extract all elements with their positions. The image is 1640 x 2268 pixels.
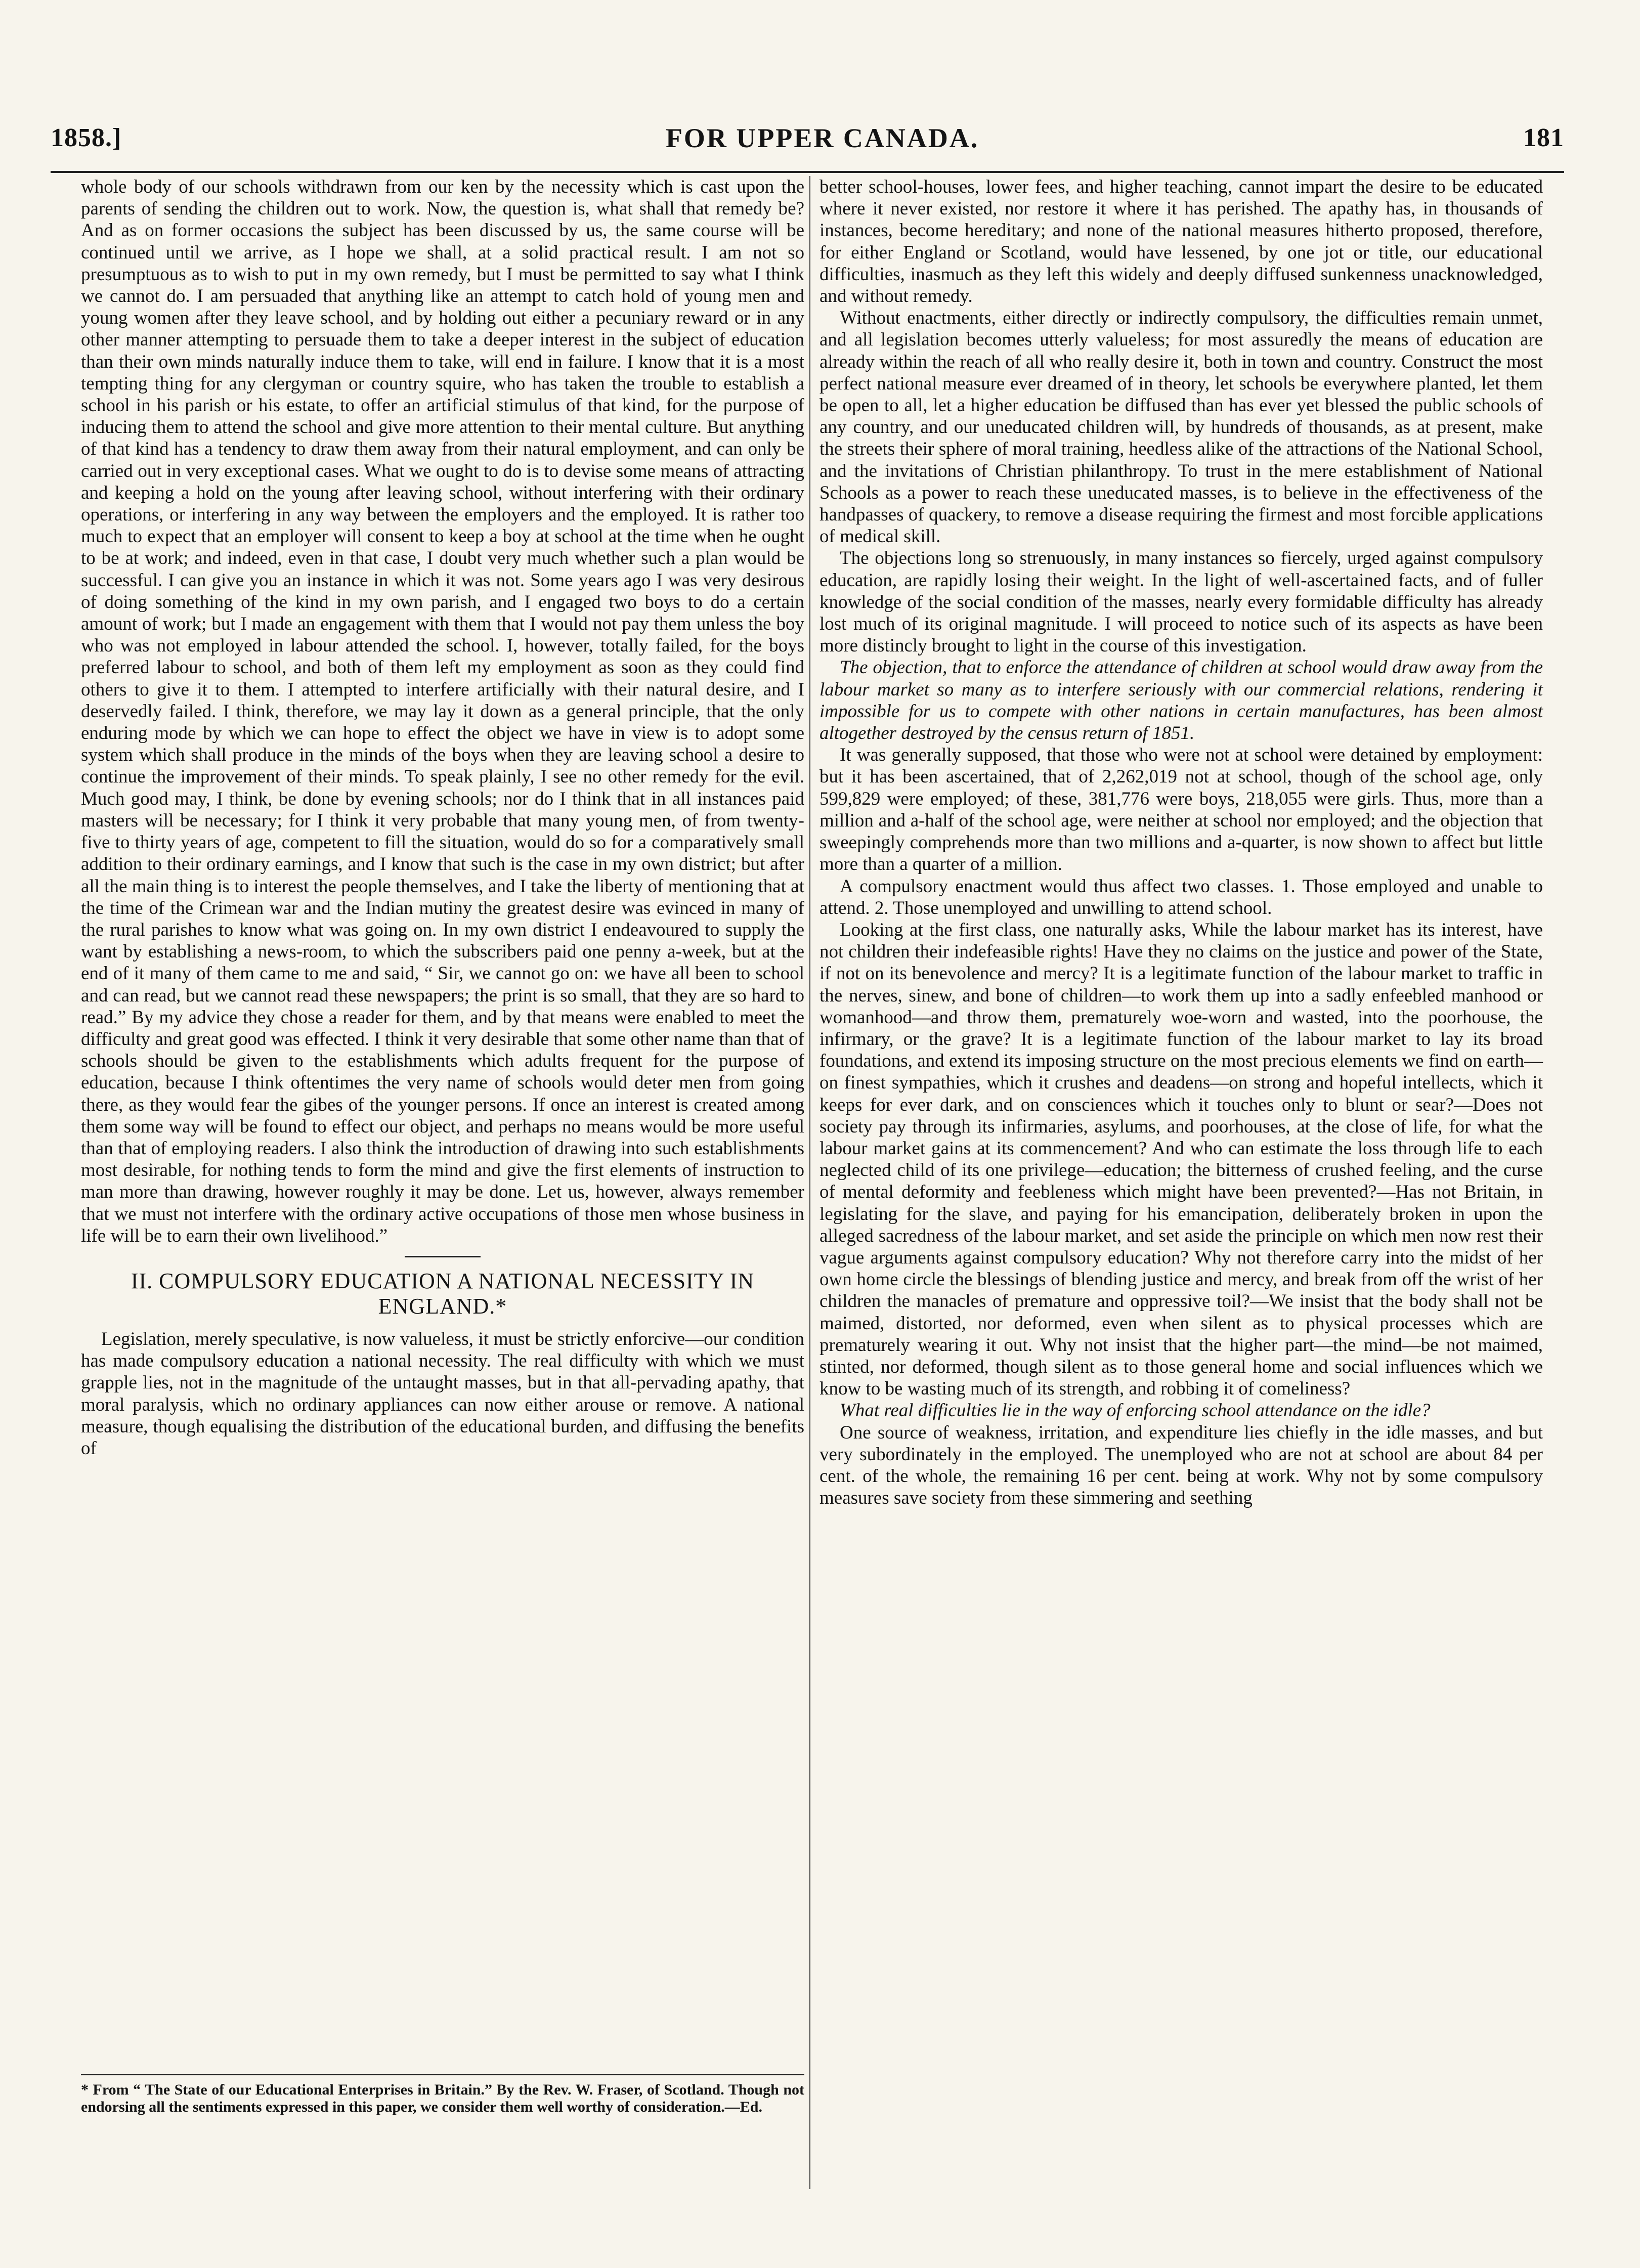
paragraph: One source of weakness, irritation, and expenditure lies chiefly in the idle masses, and but very subordinately in the employed. The unemployed who are not at school are about 84 per cent. of the whole, the remaining 16 per cent. being at work. Why not by some compulsory measures save society from these simmering and seething (819, 1422, 1543, 1509)
column-divider (809, 176, 810, 2189)
page-number: 181 (1523, 123, 1564, 152)
footnote-rule (81, 2074, 804, 2075)
paragraph: Without enactments, either directly or indirectly compulsory, the difficulties remain unmet, and all legislation becomes utterly valueless; for most assuredly the means of education are already within the reach of all who really desire it, both in town and country. Construct the most perfect national measure ever dreamed of in theory, let schools be everywhere planted, let them be open to all, let a higher education be diffused than has ever yet blessed the public schools of any country, and our uneducated children will, by hundreds of thousands, as at present, make the streets their sphere of moral training, heedless alike of the attractions of the National School, and the invitations of Christian philanthropy. To trust in the mere establishment of National Schools as a power to reach these uneducated masses, is to believe in the effectiveness of the handpasses of quackery, to remove a disease requiring the firmest and most forcible applications of medical skill. (819, 308, 1543, 547)
paragraph: It was generally supposed, that those who were not at school were detained by employment: but it has been ascertained, that of 2,262,019 not at school, though of the school age, only 599,829 were employed; of these, 381,776 were boys, 218,055 were girls. Thus, more than a million and a-half of the school age, were neither at school nor employed; and the objection that sweepingly comprehends more than two millions and a-quarter, is now shown to affect but little more than a quarter of a million. (819, 745, 1543, 875)
section-divider (405, 1256, 481, 1257)
section-heading: II. COMPULSORY EDUCATION A NATIONAL NECESSITY IN ENGLAND.* (131, 1268, 755, 1319)
paragraph: better school-houses, lower fees, and higher teaching, cannot impart the desire to be educated where it never existed, nor restore it where it has perished. The apathy has, in thousands of instances, become hereditary; and none of the national measures hitherto proposed, therefore, for either England or Scotland, would have lessened, by one jot or title, our educational difficulties, inasmuch as they left this widely and deeply diffused sunkenness unacknowledged, and without remedy. (819, 177, 1543, 307)
paragraph: Looking at the first class, one naturally asks, While the labour market has its interest, have not children their indefeasible rights! Have they no claims on the justice and power of the State, if not on its benevolence and mercy? It is a legitimate function of the labour market to traffic in the nerves, sinew, and bone of children—to work them up into a sadly enfeebled manhood or womanhood—and throw them, prematurely woe-worn and wasted, into the poorhouse, the infirmary, or the grave? It is a legitimate function of the labour market to lay its broad foundations, and extend its imposing structure on the most precious elements we find on earth—on finest sympathies, which it crushes and deadens—on strong and hopeful intellects, which it keeps for ever dark, and on consciences which it touches only to blunt or sear?—Does not society pay through its infirmaries, asylums, and poorhouses, at the close of life, for what the labour market gains at its commencement? And who can estimate the loss through life to each neglected child of its one privilege—education; the bitterness of crushed feeling, and the curse of mental deformity and feebleness which might have been prevented?—Has not Britain, in legislating for the slave, and paying for his emancipation, deliberately broken in upon the alleged sacredness of the labour market, and set aside the principle on which men now rest their vague arguments against compulsory education? Why not therefore carry into the midst of her own home circle the blessings of blending justice and mercy, and break from off the wrist of her children the manacles of premature and oppressive toil?—We insist that the body shall not be maimed, distorted, nor deformed, even when silent as to physical processes which are prematurely wearing it out. Why not insist that the higher part—the mind—be not maimed, stinted, nor deformed, though silent as to those general home and social influences which we know to be wasting much of its strength, and robbing it of comeliness? (819, 919, 1543, 1400)
paragraph: The objections long so strenuously, in many instances so fiercely, urged against compulsory education, are rapidly losing their weight. In the light of well-ascertained facts, and of fuller knowledge of the social condition of the masses, nearly every formidable difficulty has already lost much of its original magnitude. I will proceed to notice such of its aspects as have been more distincly brought to light in the course of this investigation. (819, 548, 1543, 657)
paragraph: whole body of our schools withdrawn from our ken by the necessity which is cast upon the parents of sending the children out to work. Now, the question is, what shall that remedy be? And as on former occasions the subject has been discussed by us, the same course will be continued until we arrive, as I hope we shall, at a solid practical result. I am not so presumptuous as to wish to put in my own remedy, but I must be permitted to say what I think we cannot do. I am persuaded that anything like an attempt to catch hold of young men and young women after they leave school, and by holding out either a pecuniary reward or in any other manner attempting to persuade them to take a deeper interest in the subject of education than their own minds naturally induce them to take, will end in failure. I know that it is a most tempting thing for any clergyman or country squire, who has taken the trouble to establish a school in his parish or his estate, to offer an artificial stimulus of that kind, for the purpose of inducing them to attend the school and give more attention to their mental culture. But anything of that kind has a tendency to draw them away from their natural employment, and can only be carried out in very exceptional cases. What we ought to do is to devise some means of attracting and keeping a hold on the young after leaving school, without interfering with their ordinary operations, or interfering in any way between the employers and the employed. It is rather too much to expect that an employer will consent to keep a boy at school at the time when he ought to be at work; and indeed, even in that case, I doubt very much whether such a plan would be successful. I can give you an instance in which it was not. Some years ago I was very desirous of doing something of the kind in my own parish, and I engaged two boys to do a certain amount of work; but I made an engagement with them that I would not pay them unless the boy who was not employed in labour attended the school. I, however, totally failed, for the boys preferred labour to school, and both of them left my employment as soon as they could find others to give it to them. I attempted to interfere artificially with their natural desire, and I deservedly failed. I think, therefore, we may lay it down as a general principle, that the only enduring mode by which we can hope to effect the object we have in view is to adopt some system which shall produce in the minds of the boys when they are leaving school a desire to continue the improvement of their minds. To speak plainly, I see no other remedy for the evil. Much good may, I think, be done by evening schools; nor do I think that in all instances paid masters will be necessary; for I think it very probable that many young men, of from twenty-five to thirty years of age, competent to fill the situation, would do so for a comparatively small addition to their ordinary earnings, and I know that such is the case in my own district; but after all the main thing is to interest the people themselves, and I take the liberty of mentioning that at the time of the Crimean war and the Indian mutiny the greatest desire was evinced in many of the rural parishes to know what was going on. In my own district I endeavoured to supply the want by establishing a news-room, to which the subscribers paid one penny a-week, but at the end of it many of them came to me and said, “ Sir, we cannot go on: we have all been to school and can read, but we cannot read these newspapers; the print is so small, that they are so hard to read.” By my advice they chose a reader for them, and by that means were enabled to meet the difficulty and great good was effected. I think it very desirable that some other name than that of schools should be given to the establishments which adults frequent for the purpose of education, because I think oftentimes the very name of schools would deter men from going there, as they would fear the gibes of the younger persons. If once an interest is created among them some way will be found to effect our object, and perhaps no means would be more useful than that of employing readers. I also think the introduction of drawing into such establishments most desirable, for nothing tends to form the mind and give the first elements of instruction to man more than drawing, however roughly it may be done. Let us, however, always remember that we must not interfere with the ordinary active occupations of those men whose business in life will be to earn their own livelihood.” (81, 177, 804, 1246)
italic-subheading: What real difficulties lie in the way of enforcing school attendance on the idle? (840, 1400, 1431, 1421)
footnote: * From “ The State of our Educational Enterprises in Britain.” By the Rev. W. Fraser, of Scotland. Though not endorsing all the sentiments expressed in this paper, we consider them well worthy of consideration.—Ed. (81, 2081, 804, 2115)
header-year: 1858.] (51, 123, 122, 152)
header-title: FOR UPPER CANADA. (665, 122, 979, 153)
header-rule (51, 171, 1564, 173)
right-column (819, 176, 1543, 2189)
paragraph: A compulsory enactment would thus affect two classes. 1. Those employed and unable to attend. 2. Those unemployed and unwilling to attend school. (819, 876, 1543, 919)
italic-paragraph: The objection, that to enforce the attendance of children at school would draw away from the labour market so many as to interfere seriously with our commercial relations, rendering it impossible for us to compete with other nations in certain manufactures, has been almost altogether destroyed by the census return of 1851. (819, 657, 1543, 744)
left-column (81, 176, 804, 2068)
paragraph: Legislation, merely speculative, is now valueless, it must be strictly enforcive—our condition has made compulsory education a national necessity. The real difficulty with which we must grapple lies, not in the magnitude of the untaught masses, but in that all-pervading apathy, that moral paralysis, which no ordinary appliances can now either arouse or remove. A national measure, though equalising the distribution of the educational burden, and diffusing the benefits of (81, 1328, 804, 1459)
running-header (51, 114, 1564, 162)
